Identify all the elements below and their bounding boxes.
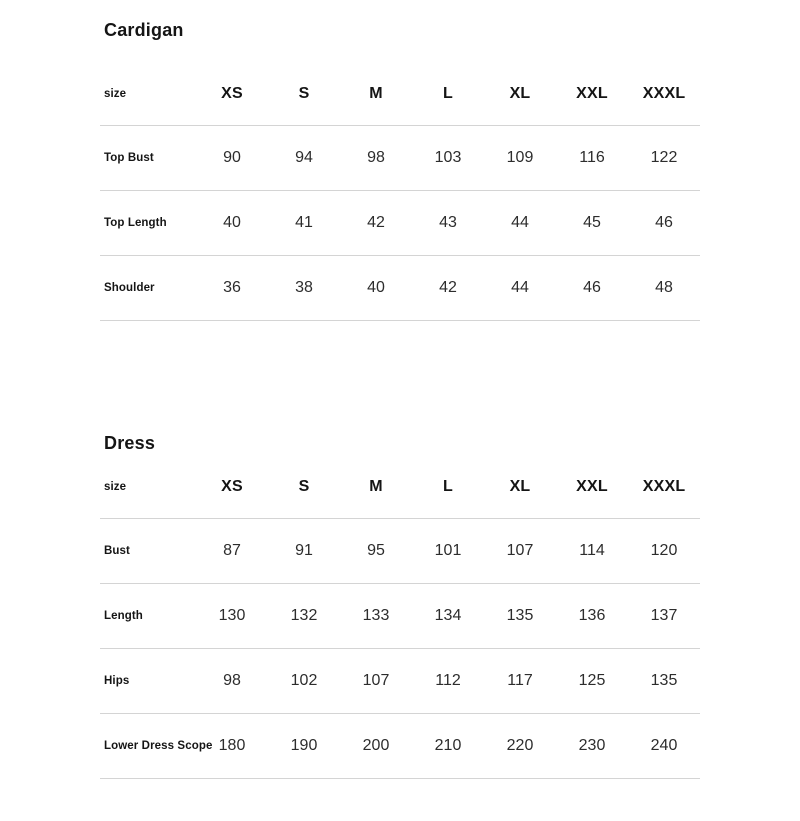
measurement-value: 210 [412,714,484,779]
measurement-row [100,255,700,320]
measurement-value: 122 [628,125,700,190]
size-header-cell-m: M [340,63,412,125]
measurement-value: 98 [340,125,412,190]
size-table [100,457,700,780]
size-header-cell-xl: XL [484,63,556,125]
size-guide-page [0,21,800,821]
measurement-value: 48 [628,255,700,320]
measurement-value: 98 [196,649,268,714]
measurement-value: 46 [556,255,628,320]
measurement-value: 40 [196,190,268,255]
measurement-value: 44 [484,255,556,320]
measurement-value: 38 [268,255,340,320]
measurement-row [100,584,700,649]
measurement-value: 43 [412,190,484,255]
measurement-value: 220 [484,714,556,779]
measurement-value: 135 [628,649,700,714]
measurement-value: 200 [340,714,412,779]
measurement-value: 42 [412,255,484,320]
measurement-value: 132 [268,584,340,649]
measurement-value: 46 [628,190,700,255]
size-table-section [100,21,700,321]
measurement-label: Length [100,584,196,649]
measurement-row [100,714,700,779]
measurement-value: 125 [556,649,628,714]
measurement-label: Lower Dress Scope [100,714,196,779]
measurement-value: 117 [484,649,556,714]
measurement-value: 41 [268,190,340,255]
table-body [100,519,700,779]
measurement-value: 120 [628,519,700,584]
measurement-value: 180 [196,714,268,779]
measurement-value: 135 [484,584,556,649]
size-header-cell-xs: XS [196,457,268,519]
size-header-cell-xxxl: XXXL [628,63,700,125]
table-body [100,125,700,320]
size-header-cell-s: S [268,63,340,125]
measurement-value: 87 [196,519,268,584]
size-header-cell-l: L [412,63,484,125]
size-table-section [100,434,700,780]
measurement-row [100,519,700,584]
measurement-label: Top Length [100,190,196,255]
measurement-value: 91 [268,519,340,584]
table-title: Cardigan [104,20,184,40]
size-header-cell-xs: XS [196,63,268,125]
measurement-value: 116 [556,125,628,190]
measurement-label: Top Bust [100,125,196,190]
measurement-value: 190 [268,714,340,779]
size-header-label: size [100,63,196,125]
measurement-value: 103 [412,125,484,190]
measurement-value: 107 [484,519,556,584]
measurement-value: 42 [340,190,412,255]
measurement-value: 45 [556,190,628,255]
measurement-value: 136 [556,584,628,649]
size-header-cell-m: M [340,457,412,519]
measurement-label: Shoulder [100,255,196,320]
measurement-value: 102 [268,649,340,714]
measurement-value: 107 [340,649,412,714]
table-title: Dress [104,432,156,453]
table-header-row [100,457,700,519]
measurement-value: 133 [340,584,412,649]
size-header-cell-xxl: XXL [556,63,628,125]
measurement-value: 40 [340,255,412,320]
measurement-row [100,125,700,190]
measurement-value: 134 [412,584,484,649]
size-table [100,63,700,321]
size-header-cell-l: L [412,457,484,519]
measurement-value: 44 [484,190,556,255]
measurement-value: 114 [556,519,628,584]
measurement-value: 36 [196,255,268,320]
measurement-value: 90 [196,125,268,190]
size-header-cell-xl: XL [484,457,556,519]
size-header-cell-xxxl: XXXL [628,457,700,519]
measurement-row [100,649,700,714]
measurement-value: 230 [556,714,628,779]
table-header-row [100,63,700,125]
measurement-label: Bust [100,519,196,584]
measurement-value: 109 [484,125,556,190]
size-tables [100,21,700,779]
measurement-row [100,190,700,255]
measurement-label: Hips [100,649,196,714]
size-header-label: size [100,457,196,519]
measurement-value: 112 [412,649,484,714]
measurement-value: 101 [412,519,484,584]
measurement-value: 94 [268,125,340,190]
measurement-value: 240 [628,714,700,779]
measurement-value: 137 [628,584,700,649]
size-header-cell-s: S [268,457,340,519]
size-header-cell-xxl: XXL [556,457,628,519]
measurement-value: 130 [196,584,268,649]
measurement-value: 95 [340,519,412,584]
